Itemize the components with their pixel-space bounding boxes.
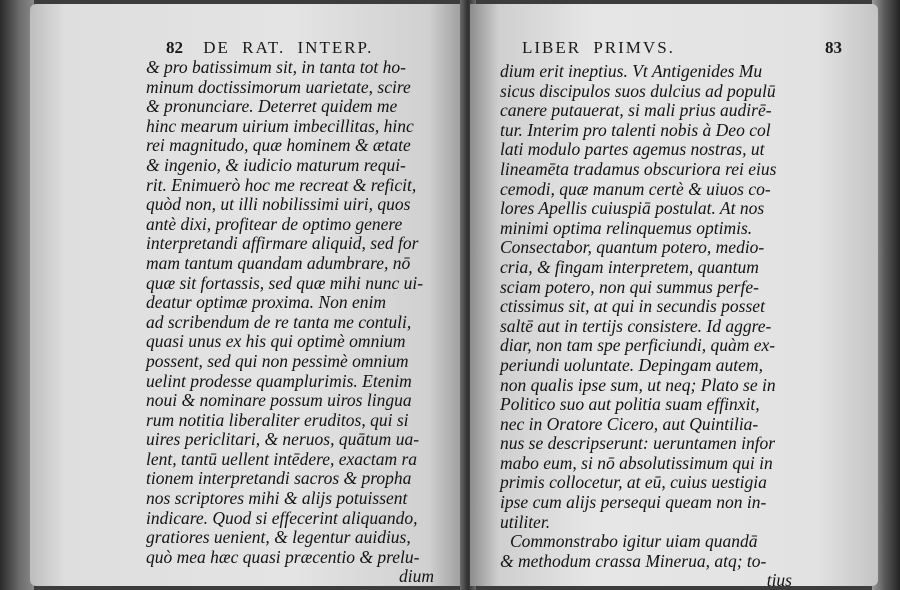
left-page-number: 82 (166, 38, 183, 57)
left-text-line: & pro batissimum sit, in tanta tot ho- (146, 57, 406, 77)
left-text-line: deatur optimæ proxima. Non enim (146, 292, 386, 313)
left-text-line: nos scriptores mihi & alijs potuissent (146, 488, 408, 509)
left-text-line: noui & nominare possum uiros lingua (146, 390, 412, 411)
left-text-line: rum notitia liberaliter eruditos, qui si (146, 409, 409, 430)
left-page-header (166, 38, 456, 58)
right-text-line: dium erit ineptius. Vt Antigenides Mu (500, 61, 763, 81)
left-text-line: quæ sit fortassis, sed quæ mihi nunc ui- (146, 272, 424, 293)
left-text-line: hinc mearum uirium imbecillitas, hinc (146, 115, 414, 136)
right-text-line: nus se descripserunt: ueruntamen infor (500, 433, 776, 454)
right-text-line: Commonstrabo igitur uiam quandā (510, 531, 758, 552)
desk-background-left (0, 0, 34, 590)
left-text-line: possent, sed qui non pessimè omnium (146, 350, 409, 371)
right-text-line: ctissimus sit, at qui in secundis posset (500, 296, 765, 317)
right-text-line: saltē aut in tertijs consistere. Id aggre- (500, 315, 772, 336)
right-text-line: cria, & fingam interpretem, quantum (500, 256, 759, 277)
right-text-line: nec in Oratore Cicero, aut Quintilia- (500, 413, 759, 434)
left-text-line: antè dixi, profitear de optimo genere (146, 213, 403, 234)
left-page (30, 4, 464, 586)
left-text-line: quòd non, ut illi nobilissimi uiri, quos (146, 194, 411, 215)
left-text-line: rit. Enimuerò hoc me recreat & reficit, (146, 174, 417, 195)
left-text-line: mam tantum quandam adumbrare, nō (146, 252, 411, 273)
right-page-number: 83 (825, 38, 842, 57)
left-text-line: uelint prodesse quamplurimis. Etenim (146, 370, 412, 391)
right-text-line: & methodum crassa Minerua, atq; to- (500, 550, 767, 571)
left-text-line: interpretandi affirmare aliquid, sed for (146, 233, 419, 254)
left-text-line: indicare. Quod si effecerint aliquando, (146, 507, 418, 528)
right-text-line: lati modulo partes agemus nostras, ut (500, 139, 765, 160)
left-text-line: rei magnitudo, quæ hominem & ætate (146, 135, 411, 156)
left-text-line: gratiores uenient, & legentur auidius, (146, 527, 411, 548)
right-text-line: utiliter. (500, 511, 551, 532)
right-text-line: periundi uoluntate. Depingam autem, (500, 354, 763, 375)
right-page-text (500, 62, 808, 586)
left-text-line: lent, tantū uellent intēdere, exactam ra (146, 448, 418, 469)
right-text-line: sciam potero, non qui summus perfe- (500, 276, 759, 297)
right-text-line: Consectabor, quantum potero, medio- (500, 237, 765, 258)
right-text-line: non qualis ipse sum, ut neq; Plato se in (500, 374, 776, 395)
left-page-text (146, 58, 450, 586)
right-page-header (522, 38, 842, 58)
right-text-line: canere putauerat, si mali prius audirē- (500, 100, 772, 121)
left-text-line: quasi unus ex his qui optimè omnium (146, 331, 406, 352)
right-text-line: ipse cum alijs persequi queam non in- (500, 492, 767, 513)
right-text-line: diar, non tam spe perficiundi, quàm ex- (500, 335, 776, 356)
right-text-line: lineamēta tradamus obscuriora rei eius (500, 158, 777, 179)
left-running-head: DE RAT. INTERP. (203, 38, 374, 57)
left-catchword: dium (399, 566, 434, 586)
right-page (470, 4, 878, 586)
left-text-line: quò mea hæc quasi præcentio & prelu- (146, 546, 420, 567)
right-running-head: LIBER PRIMVS. (522, 38, 675, 57)
left-text-line: & ingenio, & iudicio maturum requi- (146, 154, 406, 175)
right-text-line: cemodi, quæ manum certè & uiuos co- (500, 178, 771, 199)
right-text-line: primis collocetur, at eū, cuius uestigia (500, 472, 767, 493)
left-text-line: tionem interpretandi sacros & propha (146, 468, 412, 489)
right-text-line: tur. Interim pro talenti nobis à Deo col (500, 119, 771, 140)
right-text-line: sicus discipulos suos dulcius ad populū (500, 80, 776, 101)
left-text-line: minum doctissimorum uarietate, scire (146, 76, 411, 97)
right-text-line: mabo eum, si nō absolutissimum qui in (500, 452, 773, 473)
right-text-line: minimi optima relinquemus optimis. (500, 217, 753, 238)
right-catchword: tius (766, 570, 792, 586)
left-text-line: uires periclitari, & neruos, quātum ua- (146, 429, 420, 450)
right-text-line: lores Apellis cuiuspiā postulat. At nos (500, 198, 765, 219)
left-text-line: ad scribendum de re tanta me contuli, (146, 311, 412, 332)
right-text-line: Politico suo aut politia suam effinxit, (500, 394, 760, 415)
left-text-line: & pronunciare. Deterret quidem me (146, 96, 398, 117)
